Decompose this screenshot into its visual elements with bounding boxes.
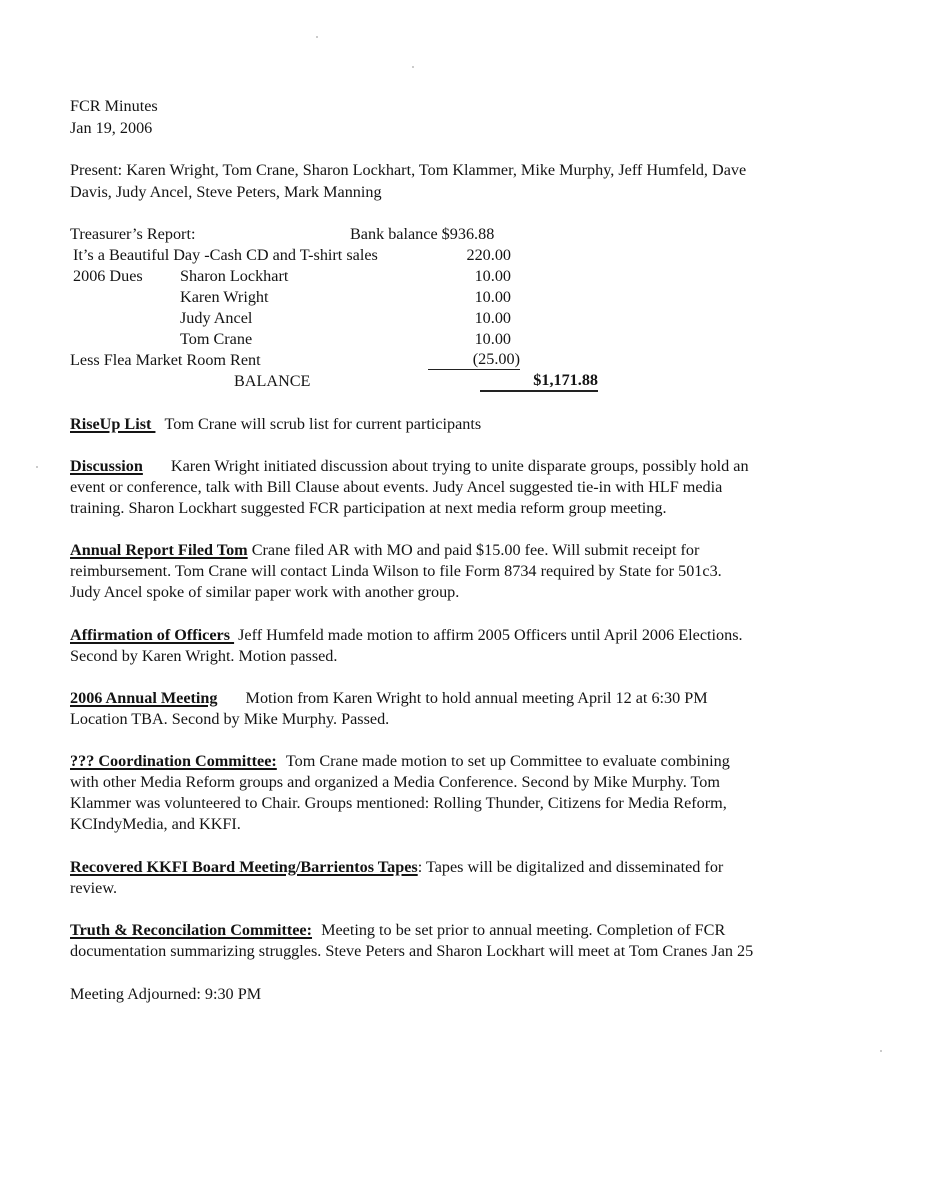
section-text: documentation summarizing struggles. Steve Peters and Sharon Lockhart will meet at Tom Cranes Jan 25 xyxy=(70,942,754,960)
section-text: Klammer was volunteered to Chair. Groups mentioned: Rolling Thunder, Citizens for Media Reform, xyxy=(70,794,727,812)
section-heading: Annual Report Filed Tom xyxy=(70,541,248,559)
section-text: Meeting to be set prior to annual meeting. Completion of FCR xyxy=(321,921,726,939)
section-text: KCIndyMedia, and KKFI. xyxy=(70,815,241,833)
section-text: with other Media Reform groups and organized a Media Conference. Second by Mike Murphy. Tom xyxy=(70,773,720,791)
section-text: Tom Crane made motion to set up Committee to evaluate combining xyxy=(285,752,730,770)
section-affirmation xyxy=(70,625,743,646)
scan-speck xyxy=(36,466,38,468)
treasurer-row-label: Sharon Lockhart xyxy=(180,267,289,285)
present-line-2: Davis, Judy Ancel, Steve Peters, Mark Manning xyxy=(70,183,382,201)
section-heading: Recovered KKFI Board Meeting/Barrientos Tapes xyxy=(70,858,418,876)
dues-group-label: 2006 Dues xyxy=(73,267,143,285)
treasurer-row-amount: 10.00 xyxy=(474,309,511,327)
balance-label: BALANCE xyxy=(234,372,311,390)
section-text: event or conference, talk with Bill Clause about events. Judy Ancel suggested tie-in with HLF media xyxy=(70,478,723,496)
treasurer-row-amount: 10.00 xyxy=(474,288,511,306)
section-text: Karen Wright initiated discussion about trying to unite disparate groups, possibly hold an xyxy=(170,457,749,475)
section-annual-meeting xyxy=(70,688,708,709)
section-text: Motion from Karen Wright to hold annual meeting April 12 at 6:30 PM xyxy=(245,689,708,707)
document-date: Jan 19, 2006 xyxy=(70,119,153,137)
scan-speck xyxy=(316,36,318,38)
section-discussion xyxy=(70,456,749,477)
section-tapes xyxy=(70,857,723,878)
treasurer-row-amount: 10.00 xyxy=(474,267,511,285)
treasurer-label: Treasurer’s Report: xyxy=(70,225,196,243)
treasurer-row-amount: 10.00 xyxy=(474,330,511,348)
balance-value: $1,171.88 xyxy=(480,371,598,392)
section-text: Crane filed AR with MO and paid $15.00 fee. Will submit receipt for xyxy=(251,541,700,559)
section-coordination xyxy=(70,751,730,772)
section-truth xyxy=(70,920,725,941)
section-riseup xyxy=(70,414,481,435)
treasurer-row-label: Karen Wright xyxy=(180,288,269,306)
bank-balance: Bank balance $936.88 xyxy=(350,225,495,243)
section-heading: Affirmation of Officers xyxy=(70,626,235,644)
scan-speck xyxy=(412,66,414,68)
treasurer-row-label: Tom Crane xyxy=(180,330,253,348)
section-heading: 2006 Annual Meeting xyxy=(70,689,218,707)
section-text: Jeff Humfeld made motion to affirm 2005 Officers until April 2006 Elections. xyxy=(238,626,743,644)
document-title: FCR Minutes xyxy=(70,97,158,115)
section-heading: Discussion xyxy=(70,457,143,475)
treasurer-row-amount: (25.00) xyxy=(428,350,520,370)
section-text: Tom Crane will scrub list for current participants xyxy=(164,415,482,433)
section-heading: RiseUp List xyxy=(70,415,156,433)
section-text: Second by Karen Wright. Motion passed. xyxy=(70,647,338,665)
section-heading: ??? Coordination Committee: xyxy=(70,752,277,770)
section-text: Judy Ancel spoke of similar paper work with another group. xyxy=(70,583,460,601)
treasurer-row-label: Judy Ancel xyxy=(180,309,253,327)
treasurer-row-label: It’s a Beautiful Day -Cash CD and T-shirt sales xyxy=(73,246,378,264)
section-text: training. Sharon Lockhart suggested FCR participation at next media reform group meeting. xyxy=(70,499,667,517)
section-heading: Truth & Reconcilation Committee: xyxy=(70,921,313,939)
section-text: Location TBA. Second by Mike Murphy. Passed. xyxy=(70,710,390,728)
scan-speck xyxy=(880,1050,882,1052)
section-text: review. xyxy=(70,879,118,897)
present-line-1: Present: Karen Wright, Tom Crane, Sharon Lockhart, Tom Klammer, Mike Murphy, Jeff Humfeld, Dave xyxy=(70,161,747,179)
treasurer-row-label: Less Flea Market Room Rent xyxy=(70,351,261,369)
meeting-adjourned: Meeting Adjourned: 9:30 PM xyxy=(70,985,262,1003)
section-text: : Tapes will be digitalized and disseminated for xyxy=(417,858,724,876)
section-annual-report xyxy=(70,540,699,561)
treasurer-row-amount: 220.00 xyxy=(466,246,511,264)
section-text: reimbursement. Tom Crane will contact Linda Wilson to file Form 8734 required by State for 501c3. xyxy=(70,562,722,580)
